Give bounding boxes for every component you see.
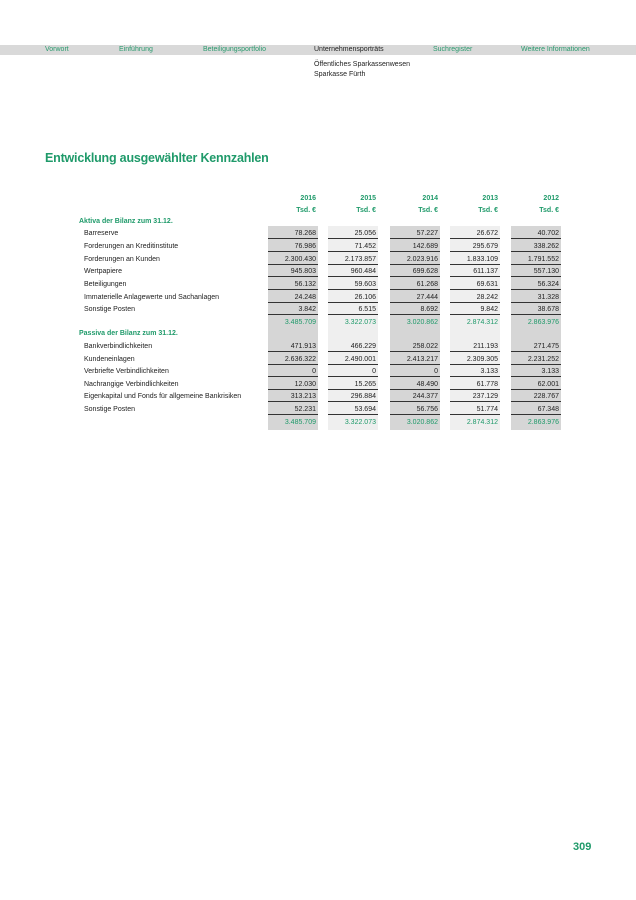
table-cell: 2.413.217 (390, 354, 440, 365)
table-cell: 2.023.916 (390, 254, 440, 265)
table-cell: 471.913 (268, 341, 318, 352)
table-cell: 59.603 (328, 279, 378, 290)
column-header-2012: 2012 Tsd. € (539, 195, 559, 214)
total-cell: 3.485.709 (284, 419, 316, 426)
table-cell: 53.694 (328, 404, 378, 415)
table-cell: 258.022 (390, 341, 440, 352)
row-label: Forderungen an Kunden (84, 256, 160, 263)
breadcrumb-sparkassenwesen[interactable]: Öffentliches Sparkassenwesen (314, 61, 410, 68)
table-cell: 52.231 (268, 404, 318, 415)
table-cell: 244.377 (390, 391, 440, 402)
total-cell: 2.863.976 (527, 419, 559, 426)
table-cell: 27.444 (390, 292, 440, 303)
page-number: 309 (573, 841, 592, 853)
total-cell: 2.874.312 (466, 419, 498, 426)
table-cell: 24.248 (268, 292, 318, 303)
table-cell: 26.106 (328, 292, 378, 303)
section-label-passiva: Passiva der Bilanz zum 31.12. (79, 330, 178, 337)
table-cell: 611.137 (450, 266, 500, 277)
total-cell: 3.485.709 (284, 319, 316, 326)
row-label: Eigenkapital und Fonds für allgemeine Bankrisiken (84, 393, 242, 400)
total-cell: 3.322.073 (344, 319, 376, 326)
table-cell: 56.324 (511, 279, 561, 290)
row-label: Bankverbindlichkeiten (84, 343, 153, 350)
table-cell: 40.702 (511, 228, 561, 239)
table-cell: 26.672 (450, 228, 500, 239)
table-cell: 2.309.305 (450, 354, 500, 365)
table-cell: 61.268 (390, 279, 440, 290)
table-cell: 2.300.430 (268, 254, 318, 265)
table-cell: 699.628 (390, 266, 440, 277)
nav-item-unternehmensportraets[interactable]: Unternehmensporträts (314, 46, 384, 53)
table-cell: 3.133 (511, 366, 561, 377)
table-cell: 0 (390, 366, 440, 377)
table-cell: 296.884 (328, 391, 378, 402)
row-label: Wertpapiere (84, 268, 123, 275)
table-cell: 142.689 (390, 241, 440, 252)
table-cell: 6.515 (328, 304, 378, 315)
table-cell: 38.678 (511, 304, 561, 315)
table-cell: 295.679 (450, 241, 500, 252)
row-label: Sonstige Posten (84, 306, 135, 313)
column-header-2015: 2015 Tsd. € (356, 195, 376, 214)
table-cell: 57.227 (390, 228, 440, 239)
column-header-2013: 2013 Tsd. € (478, 195, 498, 214)
nav-item-einfuehrung[interactable]: Einführung (119, 46, 153, 53)
table-cell: 466.229 (328, 341, 378, 352)
table-cell: 945.803 (268, 266, 318, 277)
table-cell: 51.774 (450, 404, 500, 415)
table-cell: 76.986 (268, 241, 318, 252)
table-cell: 56.756 (390, 404, 440, 415)
column-header-2014: 2014 Tsd. € (418, 195, 438, 214)
table-cell: 2.231.252 (511, 354, 561, 365)
table-cell: 8.692 (390, 304, 440, 315)
table-cell: 313.213 (268, 391, 318, 402)
total-cell: 3.322.073 (344, 419, 376, 426)
table-cell: 56.132 (268, 279, 318, 290)
row-label: Sonstige Posten (84, 406, 135, 413)
table-cell: 69.631 (450, 279, 500, 290)
table-cell: 237.129 (450, 391, 500, 402)
table-cell: 1.791.552 (511, 254, 561, 265)
row-label: Immaterielle Anlagewerte und Sachanlagen (84, 294, 220, 301)
breadcrumb-sparkasse-fuerth[interactable]: Sparkasse Fürth (314, 71, 366, 78)
column-header-2016: 2016 Tsd. € (296, 195, 316, 214)
table-cell: 2.636.322 (268, 354, 318, 365)
nav-item-suchregister[interactable]: Suchregister (433, 46, 473, 53)
table-cell: 12.030 (268, 379, 318, 390)
table-cell: 1.833.109 (450, 254, 500, 265)
section-label-aktiva: Aktiva der Bilanz zum 31.12. (79, 218, 173, 225)
table-cell: 62.001 (511, 379, 561, 390)
table-cell: 25.056 (328, 228, 378, 239)
row-label: Forderungen an Kreditinstitute (84, 243, 179, 250)
table-cell: 2.173.857 (328, 254, 378, 265)
table-cell: 9.842 (450, 304, 500, 315)
nav-item-vorwort[interactable]: Vorwort (45, 46, 69, 53)
table-cell: 3.133 (450, 366, 500, 377)
table-cell: 960.484 (328, 266, 378, 277)
table-cell: 31.328 (511, 292, 561, 303)
table-cell: 28.242 (450, 292, 500, 303)
table-cell: 0 (268, 366, 318, 377)
table-cell: 271.475 (511, 341, 561, 352)
row-label: Nachrangige Verbindlichkeiten (84, 381, 179, 388)
row-label: Beteiligungen (84, 281, 127, 288)
row-label: Barreserve (84, 230, 119, 237)
total-cell: 3.020.862 (406, 319, 438, 326)
row-label: Kundeneinlagen (84, 356, 135, 363)
table-cell: 67.348 (511, 404, 561, 415)
table-cell: 3.842 (268, 304, 318, 315)
table-cell: 557.130 (511, 266, 561, 277)
table-cell: 0 (328, 366, 378, 377)
table-cell: 338.262 (511, 241, 561, 252)
nav-item-weitere-informationen[interactable]: Weitere Informationen (521, 46, 590, 53)
total-cell: 2.874.312 (466, 319, 498, 326)
total-cell: 2.863.976 (527, 319, 559, 326)
table-cell: 48.490 (390, 379, 440, 390)
row-label: Verbriefte Verbindlichkeiten (84, 368, 169, 375)
total-cell: 3.020.862 (406, 419, 438, 426)
table-cell: 61.778 (450, 379, 500, 390)
page-title: Entwicklung ausgewählter Kennzahlen (45, 151, 269, 165)
table-cell: 211.193 (450, 341, 500, 352)
table-cell: 15.265 (328, 379, 378, 390)
nav-item-beteiligungsportfolio[interactable]: Beteiligungsportfolio (203, 46, 267, 53)
table-cell: 2.490.001 (328, 354, 378, 365)
table-cell: 228.767 (511, 391, 561, 402)
table-cell: 78.268 (268, 228, 318, 239)
table-cell: 71.452 (328, 241, 378, 252)
